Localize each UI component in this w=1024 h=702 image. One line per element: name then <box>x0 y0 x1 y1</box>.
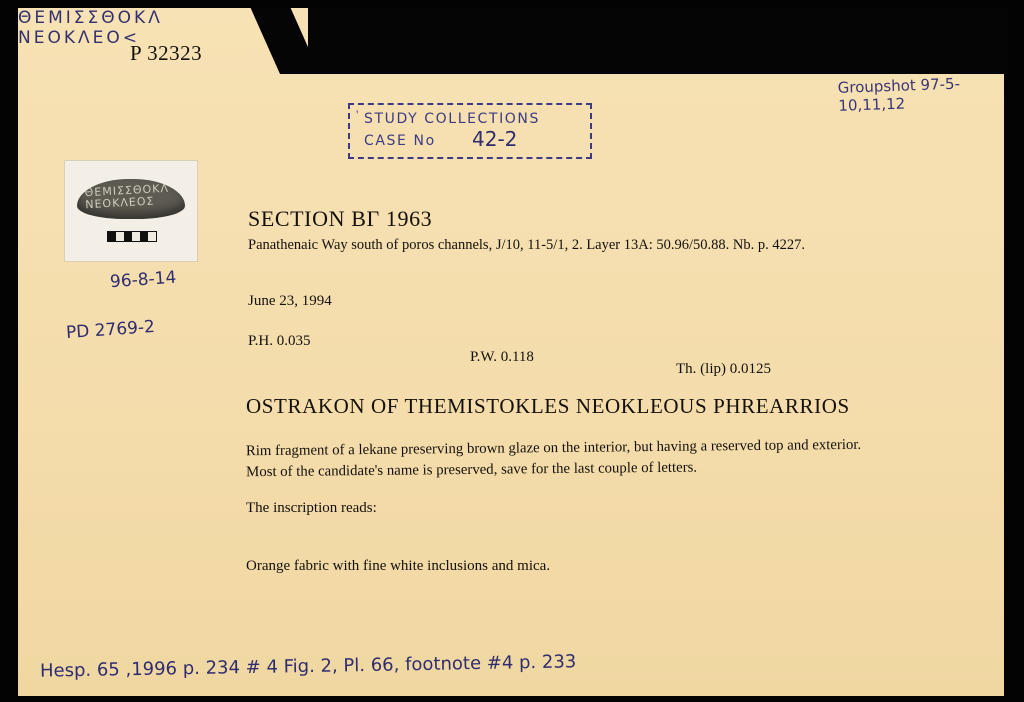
inscription-line-1: ΘΕΜΙΣΣΘΟΚΛ <box>18 8 163 28</box>
measurement-width: P.W. 0.118 <box>470 349 534 365</box>
provenance-text: Panathenaic Way south of poros channels, J/10, 11-5/1, 2. Layer 13A: 50.96/50.88. Nb. p. 4227. <box>248 237 805 253</box>
bibliography-note: Hesp. 65 ,1996 p. 234 # 4 Fig. 2, Pl. 66, footnote #4 p. 233 <box>39 651 577 682</box>
sherd-inscription-glyphs <box>84 183 169 211</box>
object-description: Rim fragment of a lekane preserving brown glaze on the interior, but having a reserved top and exterior. Most of the candidate's name is preserved, save for the last couple of letters. <box>245 436 862 481</box>
study-collections-stamp <box>348 103 592 159</box>
record-date: June 23, 1994 <box>248 293 332 309</box>
stamp-line-2: CASE No <box>364 133 436 149</box>
stamp-case-number: 42-2 <box>472 127 518 151</box>
drawing-number: PD 2769-2 <box>65 316 156 344</box>
group-shot-note: Groupshot 97-5-10,11,12 <box>837 74 961 115</box>
measurement-height: P.H. 0.035 <box>248 333 311 349</box>
inscription-label: The inscription reads: <box>246 500 377 516</box>
folder-tab-notch <box>308 8 1008 74</box>
stamp-line-1: STUDY COLLECTIONS <box>364 111 540 127</box>
ostrakon-sherd-image <box>77 179 185 219</box>
object-title: OSTRAKON OF THEMISTOKLES NEOKLEOUS PHREARRIOS <box>246 394 850 418</box>
negative-number: 96-8-14 <box>109 267 177 293</box>
sherd-glyph-line-2: ΝΕΟΚΛΕΟΣ <box>85 194 155 212</box>
inscription-line-2: ΝΕΟΚΛΕΟ< <box>18 28 140 48</box>
catalog-card <box>18 8 1004 696</box>
specimen-photograph <box>64 160 198 262</box>
measurement-thickness: Th. (lip) 0.0125 <box>676 361 771 377</box>
sherd-glyph-line-1: ΘΕΜΙΣΣΘΟΚΛ <box>84 181 170 200</box>
photo-scale-bar <box>107 231 157 242</box>
stamp-tick-mark: ' <box>356 107 359 122</box>
catalog-number: P 32323 <box>130 41 203 65</box>
section-heading: SECTION BΓ 1963 <box>248 206 433 231</box>
fabric-description: Orange fabric with fine white inclusions and mica. <box>246 558 551 574</box>
